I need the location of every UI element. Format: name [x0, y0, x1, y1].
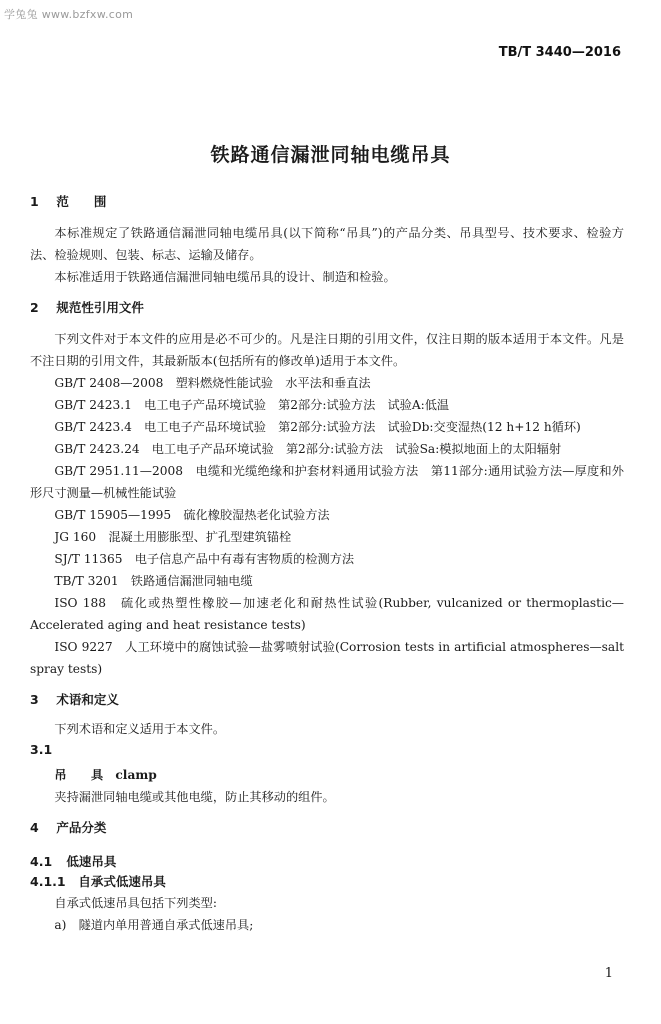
reference-item: GB/T 15905—1995 硫化橡胶湿热老化试验方法: [54, 508, 330, 522]
subsubsection-number: 4.1.1: [30, 874, 66, 889]
standard-code: TB/T 3440—2016: [498, 45, 621, 60]
paragraph: 自承式低速吊具包括下列类型:: [54, 896, 217, 910]
reference-item: ISO 9227 人工环境中的腐蚀试验—盐雾喷射试验(Corrosion tests in artificial atmospheres—salt spray tests): [30, 640, 624, 676]
reference-item: GB/T 2423.1 电工电子产品环境试验 第2部分:试验方法 试验A:低温: [54, 398, 450, 412]
section-number: 1: [30, 194, 39, 209]
subsubsection-title: 自承式低速吊具: [78, 874, 166, 889]
reference-item: GB/T 2423.4 电工电子产品环境试验 第2部分:试验方法 试验Db:交变湿热(12 h+12 h循环): [54, 420, 581, 434]
section-4-heading: [30, 818, 624, 838]
page-title: 铁路通信漏泄同轴电缆吊具: [210, 144, 451, 166]
document-body: [30, 192, 624, 936]
section-1-heading: [30, 192, 624, 212]
paragraph: 下列术语和定义适用于本文件。: [54, 722, 226, 736]
section-2-heading: [30, 298, 624, 318]
subsection-title: 低速吊具: [66, 854, 117, 869]
section-title: 产品分类: [56, 820, 107, 835]
reference-item: TB/T 3201 铁路通信漏泄同轴电缆: [54, 574, 253, 588]
section-title: 范 围: [56, 194, 107, 209]
section-3-heading: [30, 690, 624, 710]
reference-item: ISO 188 硫化或热塑性橡胶—加速老化和耐热性试验(Rubber, vulcanized or thermoplastic—Accelerated aging and heat resistance tests): [30, 596, 624, 632]
section-title: 规范性引用文件: [56, 300, 144, 315]
reference-item: GB/T 2951.11—2008 电缆和光缆绝缘和护套材料通用试验方法 第11部分:通用试验方法—厚度和外形尺寸测量—机械性能试验: [30, 464, 624, 500]
reference-item: GB/T 2423.24 电工电子产品环境试验 第2部分:试验方法 试验Sa:模拟地面上的太阳辐射: [54, 442, 562, 456]
paragraph: 本标准适用于铁路通信漏泄同轴电缆吊具的设计、制造和检验。: [54, 270, 396, 284]
paragraph: 下列文件对于本文件的应用是必不可少的。凡是注日期的引用文件，仅注日期的版本适用于本文件。凡是不注日期的引用文件，其最新版本(包括所有的修改单)适用于本文件。: [30, 332, 624, 368]
paragraph: 本标准规定了铁路通信漏泄同轴电缆吊具(以下简称“吊具”)的产品分类、吊具型号、技术要求、检验方法、检验规则、包装、标志、运输及储存。: [30, 226, 624, 262]
term-chinese: 吊 具: [54, 768, 104, 782]
subsection-number: 4.1: [30, 854, 53, 869]
page-number: 1: [604, 966, 613, 981]
subsubsection-heading: [30, 872, 624, 892]
term-definition: 夹持漏泄同轴电缆或其他电缆，防止其移动的组件。: [54, 790, 335, 804]
reference-item: JG 160 混凝土用膨胀型、扩孔型建筑锚栓: [54, 530, 292, 544]
section-number: 4: [30, 820, 39, 835]
term-english: clamp: [115, 768, 157, 782]
list-item: a) 隧道内单用普通自承式低速吊具;: [54, 918, 254, 932]
subsection-number: 3.1: [30, 742, 53, 757]
section-title: 术语和定义: [56, 692, 119, 707]
section-number: 2: [30, 300, 39, 315]
term-entry: [30, 764, 624, 786]
reference-item: GB/T 2408—2008 塑料燃烧性能试验 水平法和垂直法: [54, 376, 371, 390]
reference-item: SJ/T 11365 电子信息产品中有毒有害物质的检测方法: [54, 552, 355, 566]
section-number: 3: [30, 692, 39, 707]
subsection-heading: [30, 852, 624, 872]
watermark: 学兔兔 www.bzfxw.com: [4, 8, 134, 21]
